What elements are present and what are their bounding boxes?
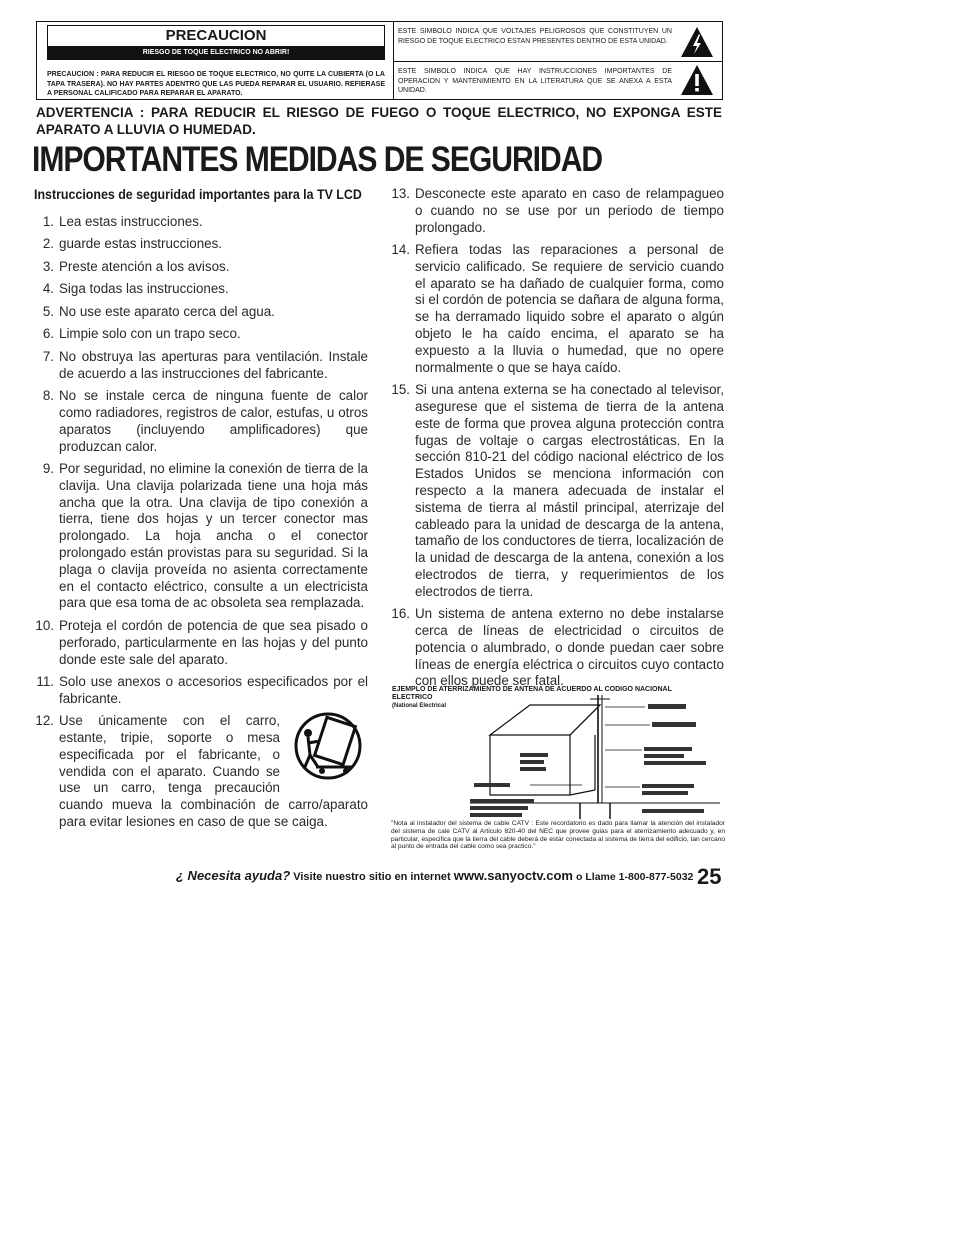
list-item (34, 259, 368, 276)
item-text: Use únicamente con el carro, estante, tripie, soporte o mesa especificada por el fabricante, o vendida con el aparato. Cuando se use un carro, tenga precaución cuando mueva la combinación de carro/aparato para evitar lesiones en caso de que se caiga. (59, 713, 368, 830)
item-number: 8. (42, 388, 54, 404)
section-subheading: Instrucciones de seguridad importantes para la TV LCD (34, 187, 362, 202)
exclamation-warning-icon (680, 64, 714, 96)
visit-text: Visite nuestro sitio en internet (293, 871, 451, 883)
caution-box (36, 21, 723, 100)
list-item (34, 236, 368, 253)
item-number: 15. (391, 382, 410, 398)
item-text: Limpie solo con un trapo seco. (59, 326, 241, 342)
item-number: 4. (42, 281, 54, 297)
item-number: 13. (391, 186, 410, 201)
item-text: Un sistema de antena externo no debe instalarse cerca de líneas de electricidad o circuitos de potencia o alumbrado, o donde puedan caer sobre líneas de energía eléctrica o circuitos cuyo contacto con ellos puede ser fatal. (415, 606, 724, 689)
warning-text: ADVERTENCIA : PARA REDUCIR EL RIESGO DE FUEGO O TOQUE ELECTRICO, NO EXPONGA ESTE APARATO A LLUVIA O HUMEDAD. (36, 105, 722, 137)
item-number: 11. (36, 674, 54, 689)
item-number: 10. (35, 617, 54, 633)
item-text: Lea estas instrucciones. (59, 214, 203, 229)
item-number: 12. (35, 713, 54, 729)
list-item (34, 388, 368, 455)
page-number: 25 (697, 864, 722, 889)
list-item (34, 214, 368, 231)
caution-bar: RIESGO DE TOQUE ELECTRICO NO ABRIR! (47, 46, 385, 60)
caution-title: PRECAUCION (47, 25, 385, 47)
list-item (34, 304, 368, 321)
list-item (390, 606, 724, 690)
item-text: No obstruya las aperturas para ventilación. Instale de acuerdo a las instrucciones del fabricante. (59, 348, 368, 381)
list-item (34, 618, 368, 668)
symbol1-text: ESTE SIMBOLO INDICA QUE VOLTAJES PELIGROSOS QUE CONSTITUYEN UN RIESGO DE TOQUE ELECTRICO ESTAN PRESENTES DENTRO DE ESTA UNIDAD. (398, 28, 672, 45)
item-text: Por seguridad, no elimine la conexión de tierra de la clavija. Una clavija polarizada tiene una hoja más ancha que la otra. Una clavija de tipo conexión a tierra, tiene dos hojas y un tercer conector mas prolongado. La hoja ancha o el conector prolongado están provistas para su seguridad. Si la plaga o clavija proveída no asienta correctamente en el contacto eléctrico, consulte a un electricista para que esa toma de ac obsoleta sea remplazada. (59, 461, 368, 611)
caution-divider-h (393, 61, 722, 62)
list-item (34, 713, 368, 831)
list-item (34, 326, 368, 343)
item-number: 14. (391, 242, 410, 258)
diagram-caption-text: EJEMPLO DE ATERRIZAMIENTO DE ANTENA DE ACUERDO AL CODIGO NACIONAL ELECTRICO (392, 686, 672, 701)
caution-text: PRECAUCION : PARA REDUCIR EL RIESGO DE TOQUE ELECTRICO, NO QUITE LA CUBIERTA (O LA TAPA TRASERA). NO HAY PARTES ADENTRO QUE LAS PUEDA REPARAR EL USUARIO. REFIERASE A PERSONAL CALIFICADO PARA REPARAR EL APARATO. (47, 71, 385, 97)
item-text: guarde estas instrucciones. (59, 236, 223, 252)
list-item (390, 382, 724, 600)
item-text: Desconecte este aparato en caso de relampagueo o cuando no se use por un periodo de tiempo prolongado. (415, 186, 724, 235)
phone-text: o Llame 1-800-877-5032 (576, 871, 694, 883)
page-title: IMPORTANTES MEDIDAS DE SEGURIDAD (32, 140, 603, 179)
item-number: 3. (42, 258, 54, 274)
help-text: ¿ Necesita ayuda? (176, 868, 291, 883)
item-number: 7. (42, 348, 54, 364)
right-column (390, 186, 724, 696)
item-number: 2. (42, 236, 54, 252)
item-number: 6. (42, 326, 54, 342)
list-item (390, 242, 724, 376)
symbol2-text: ESTE SIMBOLO INDICA QUE HAY INSTRUCCIONES IMPORTANTES DE OPERACION Y MANTENIMIENTO EN LA LITERATURA QUE SE ANEXA A ESTA UNIDAD. (398, 68, 672, 94)
lightning-warning-icon (680, 26, 714, 58)
item-text: No se instale cerca de ninguna fuente de calor como radiadores, registros de calor, estufas, u otros aparatos (incluyendo amplificadores) que produzcan calor. (59, 388, 368, 454)
item-text: Preste atención a los avisos. (59, 258, 230, 274)
footer (176, 868, 693, 883)
list-item (34, 281, 368, 298)
instruction-list-right (390, 186, 724, 690)
item-text: Refiera todas las reparaciones a personal de servicio calificado. Se requiere de servicio cuando el aparato se ha dañado de cualquier forma, como si el cordón de potencia se dañara de alguna forma, se ha derramado liquido sobre el aparato o algún objeto le ha caído encima, el aparato se ha expuesto a la lluvia o humedad, que no opere normalmente o que se haya caído. (415, 242, 724, 375)
item-number: 5. (42, 303, 54, 319)
item-text: Proteja el cordón de potencia de que sea pisado o perforado, particularmente en las hojas y del punto donde este sale del aparato. (59, 617, 368, 667)
item-number: 9. (42, 461, 54, 477)
item-text: No use este aparato cerca del agua. (59, 303, 275, 319)
item-text: Siga todas las instrucciones. (59, 281, 229, 297)
list-item (390, 186, 724, 236)
catv-installer-note: "Nota al instalador del sistema de cable CATV : Este recordatorio es dado para llamar la atención del instalador del sistema de cale CATV al Articulo 820-40 del NEC que provee guias para el aterrizamiento adecuado y, en particular, especifica que la tierra del cable deberá de estar conectada al sistema de tierra del edificio, tan cercano al punto de entrada del cable como sea practico." (391, 820, 725, 851)
list-item (34, 349, 368, 383)
item-text: Si una antena externa se ha conectado al televisor, asegurese que el sistema de tierra de la antena este de forma que provea alguna protección contra fugas de voltaje o cargas electrostáticas. En la sección 810-21 del código nacional eléctrico de los Estados Unidos se menciona información con respecto a la manera adecuada de instalar el sistema de tierra al mástil principal, aterrizaje del cableado para la unidad de descarga de la antena, tamaño de los conductores de tierra, localización de la unidad de descarga de la antena, conexión a los electrodos de tierra, y requerimientos de los electrodos de tierra. (415, 382, 724, 599)
cart-tipover-warning-icon (286, 711, 370, 781)
instruction-list-left (34, 214, 368, 831)
item-text: Solo use anexos o accesorios especificados por el fabricante. (59, 674, 368, 706)
left-column (34, 186, 368, 837)
website-link[interactable]: www.sanyoctv.com (453, 868, 573, 883)
item-number: 1. (42, 214, 54, 229)
list-item (34, 461, 368, 612)
antenna-grounding-diagram-icon (470, 695, 720, 823)
item-number: 16. (391, 606, 410, 622)
list-item (34, 674, 368, 708)
diagram-caption-sub: (National Electrical (392, 703, 447, 709)
